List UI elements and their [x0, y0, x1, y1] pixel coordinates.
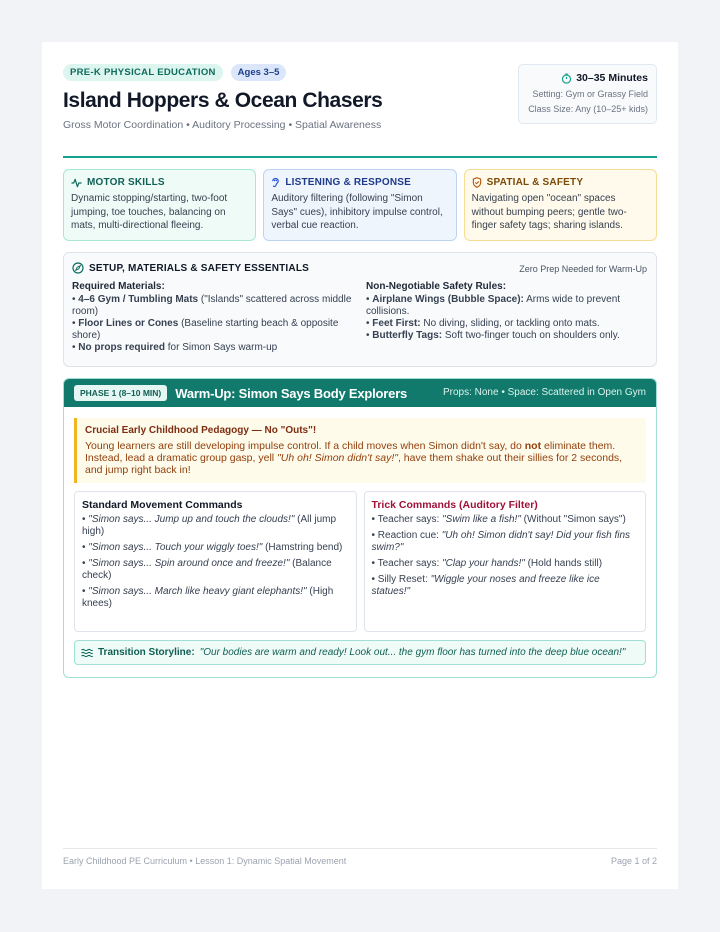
duration [527, 72, 648, 84]
list-item: • "Simon says... Jump up and touch the clouds!" (All jump high) [82, 514, 337, 537]
list-item: • "Simon says... March like heavy giant elephants!" (High knees) [82, 586, 334, 609]
setup-note: Zero Prep Needed for Warm-Up [519, 264, 647, 274]
waves-icon [81, 648, 93, 658]
list-item: • Reaction cue: "Uh oh! Simon didn't say! Did your fish fins swim?" [371, 530, 631, 553]
timer-icon [561, 73, 572, 84]
setup-title: SETUP, MATERIALS & SAFETY ESSENTIALS [89, 262, 310, 274]
skill-title: LISTENING & RESPONSE [285, 177, 412, 188]
skill-description: Navigating open "ocean" spaces without bumping peers; gentle two-finger safety tags; sharing islands. [471, 193, 627, 231]
listening-card [263, 169, 456, 241]
safety-column [366, 281, 648, 354]
materials-title: Required Materials: [72, 281, 165, 292]
motor-skills-card [63, 169, 256, 241]
trick-commands-card [364, 491, 647, 632]
duration-text: 30–35 Minutes [576, 72, 648, 84]
skill-description: Dynamic stopping/starting, two-foot jumping, toe touches, balancing on mats, multi-directional fleeing. [71, 193, 228, 231]
phase-1-section [63, 378, 657, 678]
trick-commands-title: Trick Commands (Auditory Filter) [371, 499, 538, 511]
phase-props: Props: None • Space: Scattered in Open Gym [442, 387, 646, 398]
lesson-header [63, 64, 657, 154]
materials-column [72, 281, 354, 354]
list-item: • Feet First: No diving, sliding, or tackling onto mats. [366, 318, 600, 329]
activity-icon [71, 178, 82, 188]
pedagogy-title: Crucial Early Childhood Pedagogy — No "Outs"! [85, 425, 317, 436]
page-number: Page 1 of 2 [610, 856, 657, 866]
list-item: • Butterfly Tags: Soft two-finger touch on shoulders only. [366, 330, 620, 341]
lesson-meta-card [518, 64, 657, 124]
transition-label: Transition Storyline: [98, 647, 195, 658]
setup-section [63, 252, 657, 367]
ages-badge: Ages 3–5 [231, 64, 287, 81]
footer-course: Early Childhood PE Curriculum • Lesson 1: Dynamic Spatial Movement [63, 856, 347, 866]
pedagogy-text: Young learners are still developing impulse control. If a child moves when Simon didn't say, do not eliminate them. Instead, lead a dramatic group gasp, yell "Uh oh! Simon didn't say!", have them shake out their sillies for 2 seconds, and jump right back in! [85, 440, 623, 476]
standard-commands-card [74, 491, 357, 632]
standard-commands-title: Standard Movement Commands [82, 499, 243, 511]
list-item: • Silly Reset: "Wiggle your noses and freeze like ice statues!" [371, 574, 600, 597]
class-size-text: Class Size: Any (10–25+ kids) [528, 104, 648, 114]
list-item: • Teacher says: "Clap your hands!" (Hold hands still) [371, 558, 603, 569]
header-divider [63, 156, 657, 158]
page-title: Island Hoppers & Ocean Chasers [63, 89, 383, 112]
transition-text: "Our bodies are warm and ready! Look out... the gym floor has turned into the deep blue ocean!" [199, 647, 626, 658]
lesson-page [42, 42, 678, 889]
list-item: • Floor Lines or Cones (Baseline starting beach & opposite shore) [72, 318, 339, 341]
setting-text: Setting: Gym or Grassy Field [532, 89, 648, 99]
phase-tag: PHASE 1 (8–10 MIN) [74, 385, 167, 401]
transition-storyline [74, 640, 646, 665]
ear-icon [271, 177, 280, 188]
compass-icon [72, 262, 84, 274]
skill-title: SPATIAL & SAFETY [486, 177, 584, 188]
safety-title: Non-Negotiable Safety Rules: [366, 281, 507, 292]
list-item: • No props required for Simon Says warm-up [72, 342, 278, 353]
page-subtitle: Gross Motor Coordination • Auditory Processing • Spatial Awareness [63, 119, 382, 131]
pedagogy-callout [74, 418, 646, 483]
list-item: • Airplane Wings (Bubble Space): Arms wide to prevent collisions. [366, 294, 621, 317]
spatial-safety-card [464, 169, 657, 241]
skill-description: Auditory filtering (following "Simon Says" cues), inhibitory impulse control, verbal cue reaction. [271, 193, 443, 231]
phase-header [64, 379, 656, 407]
list-item: • 4–6 Gym / Tumbling Mats ("Islands" scattered across middle room) [72, 294, 352, 317]
skill-title: MOTOR SKILLS [87, 177, 165, 188]
shield-icon [472, 177, 482, 188]
list-item: • Teacher says: "Swim like a fish!" (Without "Simon says") [371, 514, 626, 525]
list-item: • "Simon says... Spin around once and freeze!" (Balance check) [82, 558, 332, 581]
page-footer [63, 848, 657, 866]
skill-cards [63, 169, 657, 241]
subject-badge: PRE-K PHYSICAL EDUCATION [63, 64, 223, 81]
list-item: • "Simon says... Touch your wiggly toes!" (Hamstring bend) [82, 542, 343, 553]
phase-title: Warm-Up: Simon Says Body Explorers [175, 385, 408, 401]
